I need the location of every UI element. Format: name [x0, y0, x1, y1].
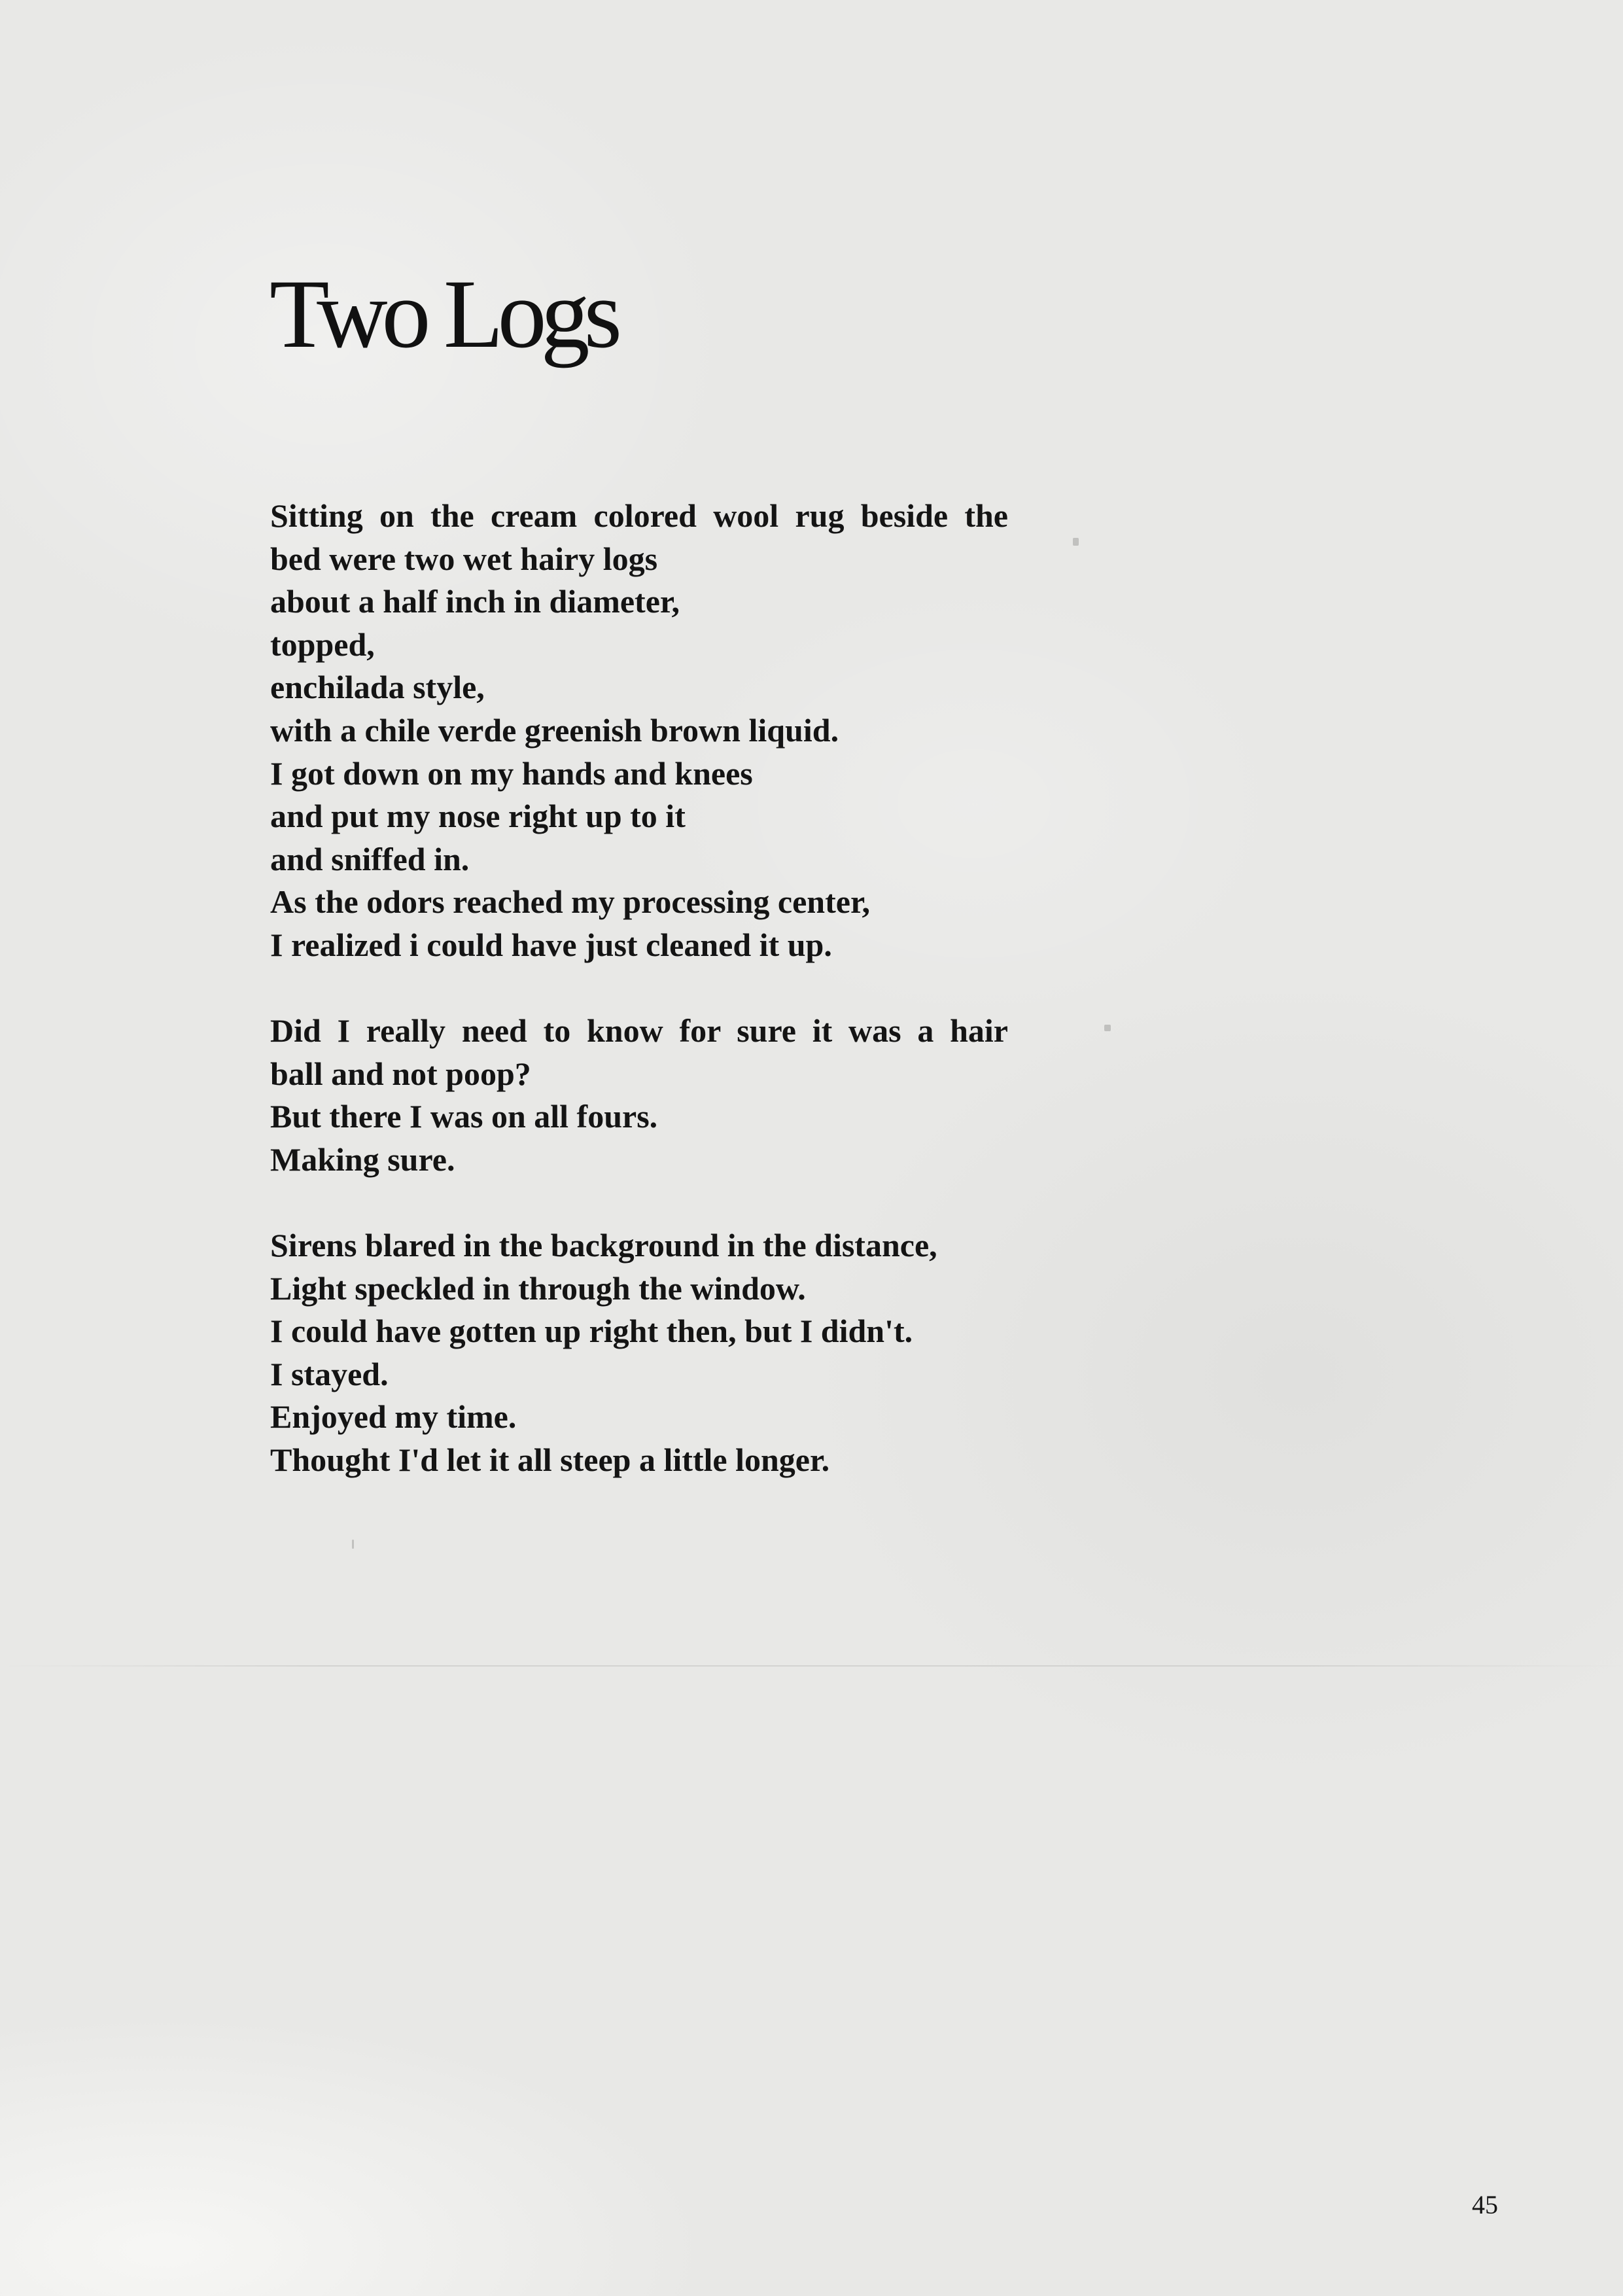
poem-line: I stayed. — [270, 1355, 389, 1392]
paper-speck — [1104, 1025, 1111, 1031]
poem-line: But there I was on all fours. — [270, 1098, 658, 1135]
poem-line: As the odors reached my processing center, — [270, 883, 871, 921]
poem-line: about a half inch in diameter, — [270, 583, 680, 620]
poem-body — [270, 495, 1008, 1525]
poem-title: Two Logs — [270, 260, 616, 368]
poem-line: Sitting on the cream colored wool rug beside the — [270, 497, 1008, 534]
poem-line: I got down on my hands and knees — [270, 754, 753, 792]
poem-line: Did I really need to know for sure it was a hair — [270, 1012, 1008, 1050]
poem-line: ball and not poop? — [270, 1055, 531, 1092]
poem-line: bed were two wet hairy logs — [270, 540, 658, 577]
paper-fold-line — [0, 1665, 1623, 1667]
poem-line: Sirens blared in the background in the distance, — [270, 1227, 937, 1264]
stanza-3 — [270, 1224, 1008, 1482]
poem-line: Making sure. — [270, 1140, 455, 1178]
poem-line: and sniffed in. — [270, 840, 470, 877]
poem-line: topped, — [270, 626, 375, 663]
paper-speck — [1073, 538, 1079, 546]
poem-line: I realized i could have just cleaned it up. — [270, 926, 832, 963]
poem-line: with a chile verde greenish brown liquid. — [270, 711, 839, 749]
poem-line: I could have gotten up right then, but I didn't. — [270, 1313, 913, 1350]
poem-line: Light speckled in through the window. — [270, 1269, 806, 1307]
poem-line: and put my nose right up to it — [270, 798, 686, 835]
paper-speck — [352, 1540, 354, 1549]
poem-line: Enjoyed my time. — [270, 1398, 517, 1436]
stanza-1 — [270, 495, 1008, 967]
poem-line: Thought I'd let it all steep a little longer. — [270, 1441, 830, 1479]
poem-line: enchilada style, — [270, 669, 485, 706]
page-number: 45 — [1472, 2190, 1498, 2219]
stanza-2 — [270, 1010, 1008, 1181]
